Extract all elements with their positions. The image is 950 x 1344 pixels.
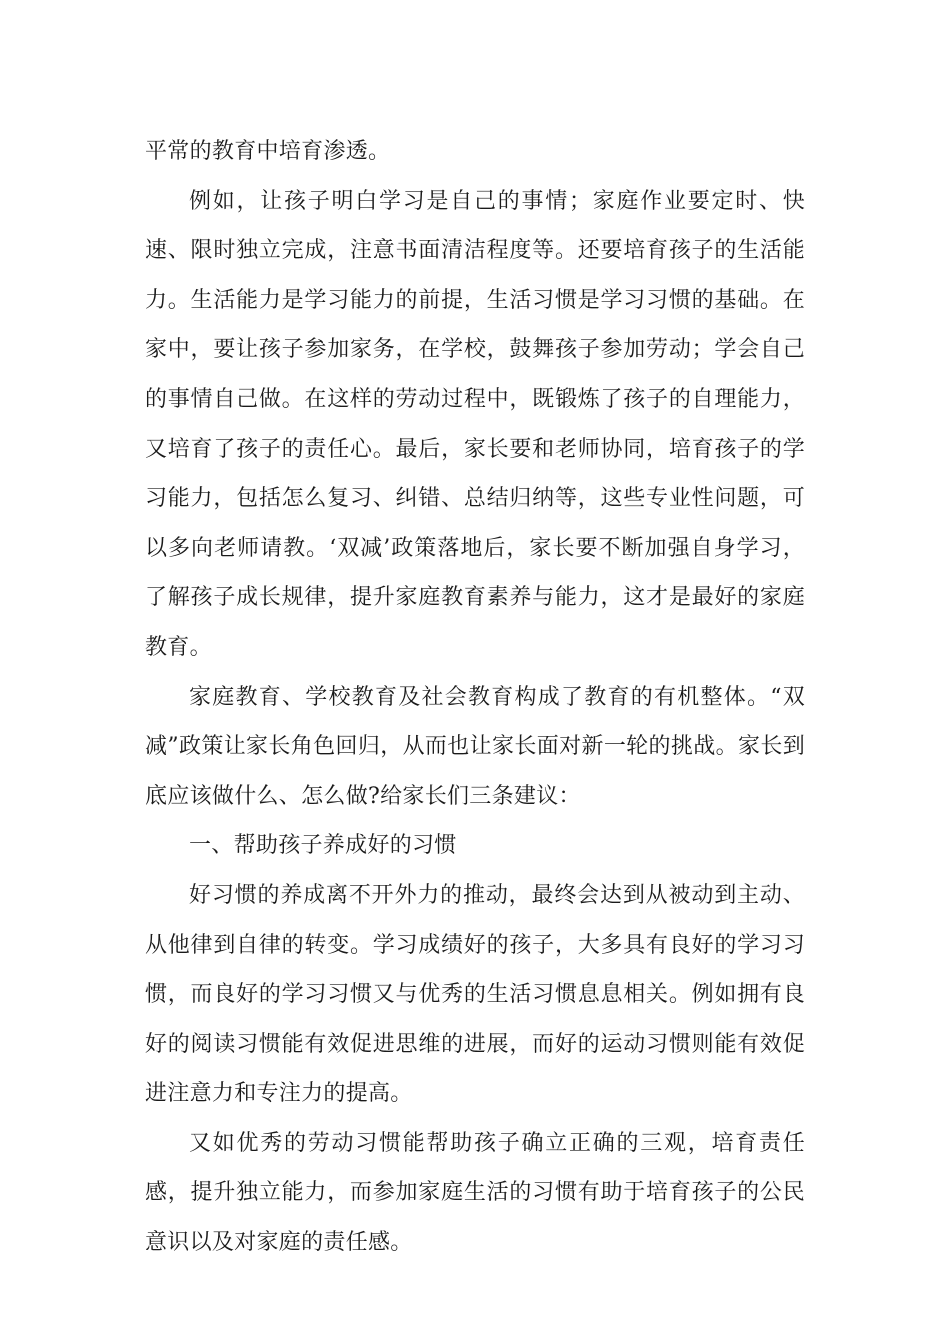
paragraph-habits: 好习惯的养成离不开外力的推动，最终会达到从被动到主动、从他律到自律的转变。学习成绩好的孩子，大多具有良好的学习习惯，而良好的学习习惯又与优秀的生活习惯息息相关。例如拥有良好的阅读习惯能有效促进思维的进展，而好的运动习惯则能有效促进注意力和专注力的提高。 <box>145 882 805 1107</box>
paragraph-labor-habits: 又如优秀的劳动习惯能帮助孩子确立正确的三观，培育责任感，提升独立能力，而参加家庭生活的习惯有助于培育孩子的公民意识以及对家庭的责任感。 <box>145 1130 805 1256</box>
document-body <box>145 127 805 1268</box>
paragraph-example: 例如，让孩子明白学习是自己的事情；家庭作业要定时、快速、限时独立完成，注意书面清洁程度等。还要培育孩子的生活能力。生活能力是学习能力的前提，生活习惯是学习习惯的基础。在家中，要让孩子参加家务，在学校，鼓舞孩子参加劳动；学会自己的事情自己做。在这样的劳动过程中，既锻炼了孩子的自理能力，又培育了孩子的责任心。最后，家长要和老师协同，培育孩子的学习能力，包括怎么复习、纠错、总结归纳等，这些专业性问题，可以多向老师请教。‘双减’政策落地后，家长要不断加强自身学习，了解孩子成长规律，提升家庭教育素养与能力，这才是最好的家庭教育。 <box>145 188 805 660</box>
section-heading: 一、帮助孩子养成好的习惯 <box>189 833 457 859</box>
paragraph-overview: 家庭教育、学校教育及社会教育构成了教育的有机整体。“双减”政策让家长角色回归，从而也让家长面对新一轮的挑战。家长到底应该做什么、怎么做?给家长们三条建议： <box>145 684 805 809</box>
paragraph-continuation: 平常的教育中培育渗透。 <box>145 139 391 164</box>
